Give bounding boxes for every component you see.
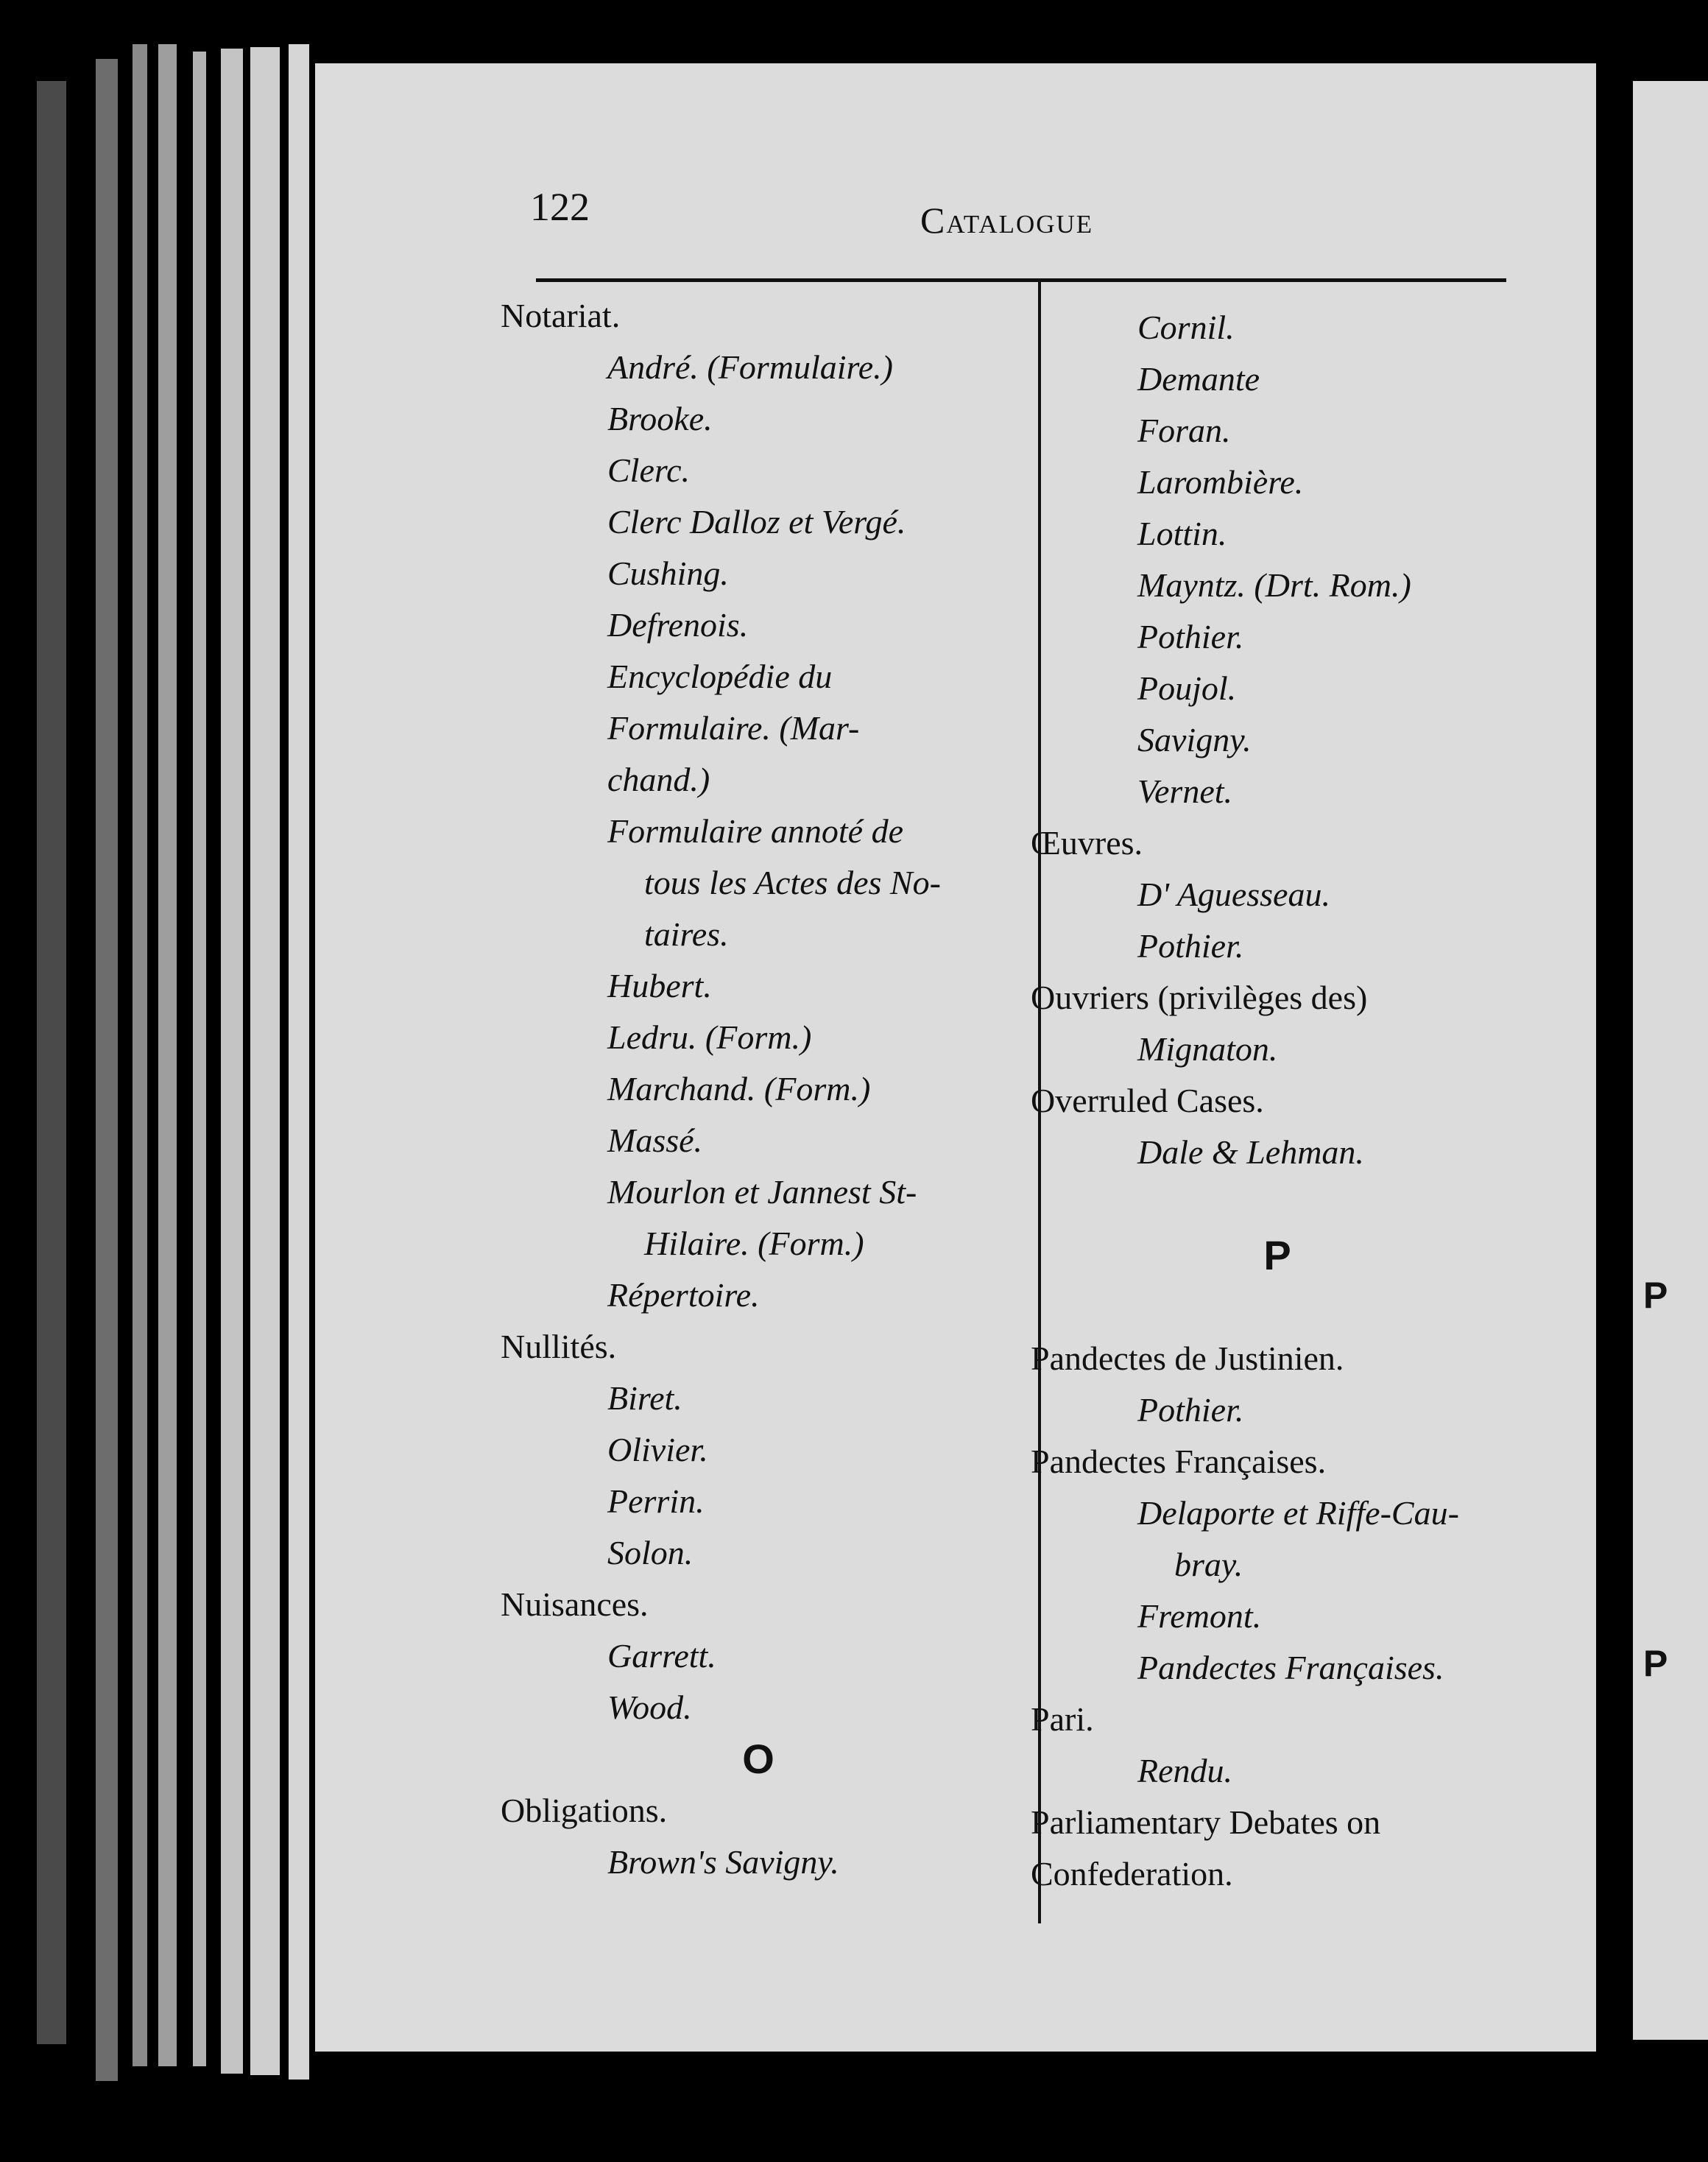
left-column	[501, 290, 1016, 1888]
index-entry: Biret.	[607, 1379, 682, 1417]
page-stack-edge	[221, 49, 243, 2074]
index-entry: Brooke.	[607, 400, 713, 437]
page-stack-edge	[250, 47, 280, 2075]
index-heading: Pandectes Françaises.	[1031, 1443, 1327, 1480]
index-entry: Savigny.	[1137, 721, 1252, 758]
page-stack-edge	[289, 44, 309, 2080]
index-entry: Hilaire. (Form.)	[644, 1225, 864, 1262]
header-rule	[536, 278, 1506, 282]
index-entry: Dale & Lehman.	[1137, 1133, 1364, 1171]
index-heading: Obligations.	[501, 1792, 668, 1829]
section-letter: O	[742, 1736, 774, 1782]
index-entry: Poujol.	[1137, 669, 1237, 707]
index-entry: Mayntz. (Drt. Rom.)	[1137, 566, 1411, 604]
index-entry: Massé.	[607, 1122, 703, 1159]
index-entry: Pothier.	[1137, 927, 1244, 965]
index-entry: Lottin.	[1137, 515, 1227, 552]
index-entry: Defrenois.	[607, 606, 749, 644]
index-heading	[1031, 1178, 1524, 1230]
index-entry: Olivier.	[607, 1431, 708, 1468]
page-stack-edge	[133, 44, 147, 2066]
facing-page-edge	[1633, 81, 1708, 2040]
index-entry: Cornil.	[1137, 309, 1235, 346]
page-number: 122	[530, 185, 590, 229]
running-head: Catalogue	[920, 200, 1094, 241]
page-stack-edge	[96, 59, 118, 2081]
index-entry: Vernet.	[1137, 772, 1233, 810]
index-entry: Pandectes Françaises.	[1137, 1649, 1444, 1686]
index-entry: Formulaire annoté de	[607, 812, 904, 850]
index-entry: Rendu.	[1137, 1752, 1233, 1789]
facing-page-letter: P	[1643, 1643, 1668, 1684]
index-entry: Wood.	[607, 1689, 692, 1726]
index-entry: D' Aguesseau.	[1137, 876, 1330, 913]
index-entry: Pothier.	[1137, 618, 1244, 655]
index-entry: Mignaton.	[1137, 1030, 1278, 1068]
index-entry: Répertoire.	[607, 1276, 760, 1314]
index-heading: Parliamentary Debates on	[1031, 1803, 1381, 1841]
index-entry: taires.	[644, 915, 729, 953]
index-entry: Solon.	[607, 1534, 694, 1571]
index-entry: André. (Formulaire.)	[607, 348, 893, 386]
index-entry: Formulaire. (Mar-	[607, 709, 860, 747]
index-entry: Cushing.	[607, 554, 729, 592]
index-entry: Marchand. (Form.)	[607, 1070, 871, 1108]
index-heading: Ouvriers (privilèges des)	[1031, 979, 1368, 1016]
facing-page-letter: P	[1643, 1275, 1668, 1316]
index-heading: Pari.	[1031, 1700, 1094, 1738]
index-entry: Ledru. (Form.)	[607, 1018, 812, 1056]
index-heading	[1031, 1281, 1524, 1333]
index-entry: Fremont.	[1137, 1597, 1262, 1635]
page-stack-edge	[193, 52, 206, 2066]
index-heading: Pandectes de Justinien.	[1031, 1339, 1344, 1377]
index-entry: Foran.	[1137, 412, 1231, 449]
index-entry: Brown's Savigny.	[607, 1843, 839, 1881]
right-column	[1031, 302, 1524, 1900]
index-entry: bray.	[1174, 1546, 1243, 1583]
index-entry: chand.)	[607, 761, 710, 798]
index-heading: Nuisances.	[501, 1585, 649, 1623]
index-entry: Encyclopédie du	[607, 658, 833, 695]
index-entry: Pothier.	[1137, 1391, 1244, 1429]
index-entry: tous les Actes des No-	[644, 864, 941, 901]
index-entry: Larombière.	[1137, 463, 1304, 501]
index-heading: Notariat.	[501, 297, 621, 334]
page-stack-edge	[158, 44, 177, 2066]
index-entry: Hubert.	[607, 967, 712, 1004]
index-entry: Clerc.	[607, 451, 690, 489]
page-stack-edge	[37, 81, 66, 2044]
index-heading: Confederation.	[1031, 1855, 1233, 1892]
index-entry: Garrett.	[607, 1637, 716, 1675]
index-entry: Demante	[1137, 360, 1260, 398]
section-letter: P	[1263, 1232, 1291, 1278]
index-entry: Perrin.	[607, 1482, 705, 1520]
index-entry: Delaporte et Riffe-Cau-	[1137, 1494, 1459, 1532]
index-heading: Œuvres.	[1031, 824, 1143, 862]
index-entry: Clerc Dalloz et Vergé.	[607, 503, 906, 540]
index-heading: Nullités.	[501, 1328, 617, 1365]
index-heading: Overruled Cases.	[1031, 1082, 1264, 1119]
index-entry: Mourlon et Jannest St-	[607, 1173, 917, 1211]
